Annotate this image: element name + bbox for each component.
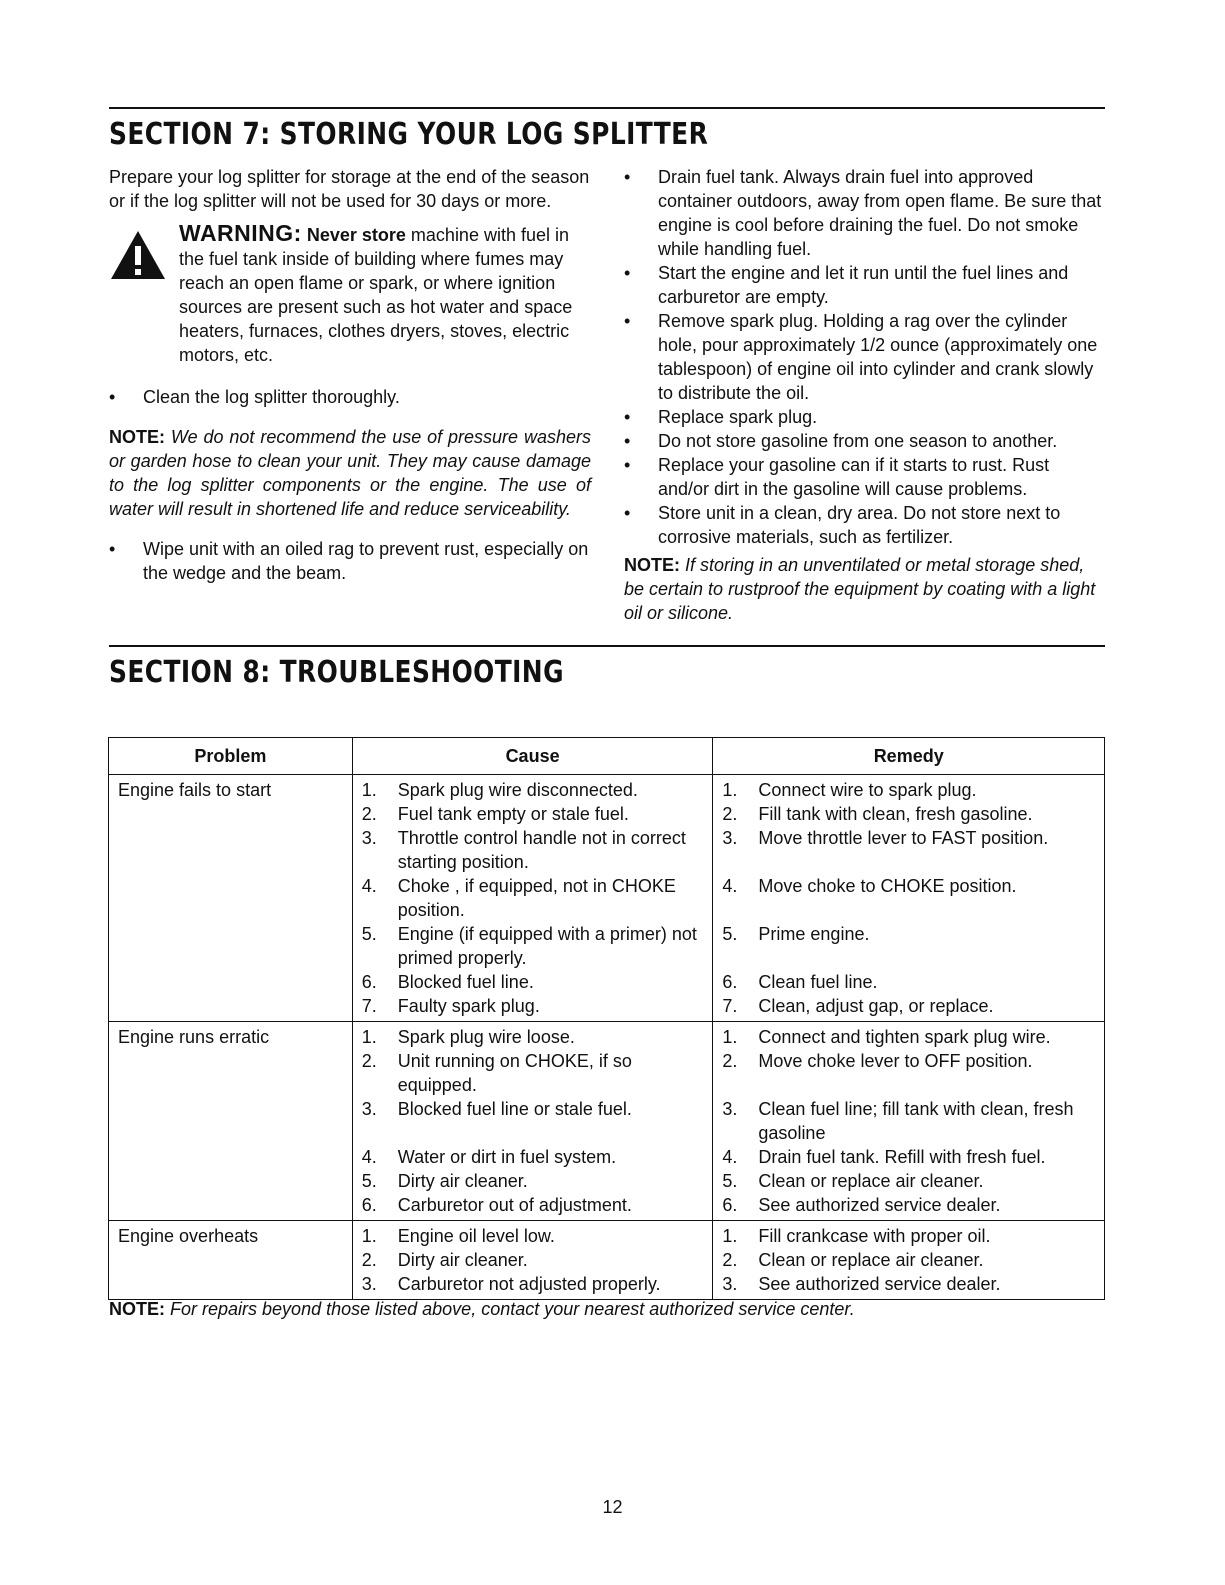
bullet-wipe: • Wipe unit with an oiled rag to prevent rust, especially on the wedge and the beam.: [109, 539, 589, 583]
remedy-item: 3. See authorized service dealer.: [722, 1274, 1001, 1294]
list-item: • Start the engine and let it run until the fuel lines and carburetor are empty.: [624, 263, 1069, 307]
remedy-item: 4. Move choke to CHOKE position.: [722, 876, 1017, 896]
cause-item: 3. Blocked fuel line or stale fuel.: [361, 1099, 632, 1119]
cause-item: 1. Spark plug wire disconnected.: [361, 780, 638, 800]
bullet-clean: • Clean the log splitter thoroughly.: [109, 387, 400, 407]
list-item: • Replace your gasoline can if it starts to rust. Rust and/or dirt in the gasoline will cause problems.: [624, 455, 1050, 499]
list-item: • Drain fuel tank. Always drain fuel into approved container outdoors, away from open flame. Be sure that engine is cool before draining the fuel. Do not smoke while handling fuel.: [624, 167, 1102, 259]
list-item: • Do not store gasoline from one season to another.: [624, 431, 1058, 451]
section-8-title: SECTION 8: TROUBLESHOOTING: [109, 655, 564, 690]
column-header-remedy: Remedy: [713, 738, 1105, 775]
cause-item: 5. Engine (if equipped with a primer) not primed properly.: [361, 924, 697, 968]
list-item: • Replace spark plug.: [624, 407, 818, 427]
cause-item: 1. Spark plug wire loose.: [361, 1027, 575, 1047]
cause-item: 6. Carburetor out of adjustment.: [361, 1195, 632, 1215]
repairs-note: NOTE: For repairs beyond those listed above, contact your nearest authorized service center.: [109, 1299, 855, 1319]
table-header-row: [109, 738, 1105, 775]
cause-item: 2. Fuel tank empty or stale fuel.: [361, 804, 629, 824]
remedy-item: 2. Move choke lever to OFF position.: [722, 1051, 1033, 1071]
top-rule: [109, 107, 1105, 109]
remedy-item: 7. Clean, adjust gap, or replace.: [722, 996, 994, 1016]
remedy-item: 5. Prime engine.: [722, 924, 870, 944]
cause-item: 3. Throttle control handle not in correct starting position.: [361, 828, 686, 872]
remedy-item: 5. Clean or replace air cleaner.: [722, 1171, 984, 1191]
remedy-cell: [713, 1221, 1105, 1300]
warning-lead: Never store: [306, 225, 406, 245]
note-pressure-washers: NOTE: We do not recommend the use of pressure washers or garden hose to clean your unit. They may cause damage to the log splitter components or the engine. The use of water will result in shortened life and reduce serviceability.: [109, 427, 591, 519]
problem-cell: Engine fails to start: [109, 775, 353, 1022]
troubleshooting-table: [108, 737, 1105, 1300]
remedy-cell: [713, 775, 1105, 1022]
remedy-item: 3. Clean fuel line; fill tank with clean, fresh gasoline: [722, 1099, 1074, 1143]
cause-item: 4. Choke , if equipped, not in CHOKE position.: [361, 876, 676, 920]
remedy-item: 1. Connect and tighten spark plug wire.: [722, 1027, 1051, 1047]
remedy-item: 4. Drain fuel tank. Refill with fresh fuel.: [722, 1147, 1046, 1167]
list-item: • Store unit in a clean, dry area. Do not store next to corrosive materials, such as fertilizer.: [624, 503, 1061, 547]
section-8-rule: [109, 645, 1105, 647]
cause-item: 2. Unit running on CHOKE, if so equipped.: [361, 1051, 632, 1095]
section-7-title: SECTION 7: STORING YOUR LOG SPLITTER: [109, 117, 709, 152]
warning-block: [109, 221, 591, 367]
warning-triangle-icon: [109, 229, 167, 281]
cause-item: 2. Dirty air cleaner.: [361, 1250, 528, 1270]
cause-cell: [352, 1221, 713, 1300]
storage-intro: Prepare your log splitter for storage at the end of the season or if the log splitter will not be used for 30 days or more.: [109, 167, 590, 211]
storage-steps-list: [624, 165, 1105, 549]
remedy-item: 1. Connect wire to spark plug.: [722, 780, 977, 800]
section-7-left-column: [109, 165, 591, 585]
problem-cell: Engine overheats: [109, 1221, 353, 1300]
cause-cell: [352, 775, 713, 1022]
remedy-cell: [713, 1022, 1105, 1221]
remedy-item: 2. Fill tank with clean, fresh gasoline.: [722, 804, 1033, 824]
cause-item: 3. Carburetor not adjusted properly.: [361, 1274, 661, 1294]
remedy-item: 6. See authorized service dealer.: [722, 1195, 1001, 1215]
cause-item: 4. Water or dirt in fuel system.: [361, 1147, 617, 1167]
warning-text: machine with fuel in the fuel tank inside of building where fumes may reach an open flame or spark, or where ignition sources are present such as hot water and space heaters, furnaces, clothes dryers, stoves, electric motors, etc.: [179, 225, 573, 365]
remedy-item: 1. Fill crankcase with proper oil.: [722, 1226, 991, 1246]
remedy-item: 3. Move throttle lever to FAST position.: [722, 828, 1049, 848]
remedy-item: 2. Clean or replace air cleaner.: [722, 1250, 984, 1270]
cause-item: 7. Faulty spark plug.: [361, 996, 540, 1016]
table-row: [109, 1022, 1105, 1221]
table-row: [109, 1221, 1105, 1300]
remedy-item: 6. Clean fuel line.: [722, 972, 878, 992]
page-number: 12: [602, 1497, 623, 1517]
section-7-right-column: [624, 165, 1105, 625]
column-header-problem: Problem: [109, 738, 353, 775]
cause-item: 1. Engine oil level low.: [361, 1226, 555, 1246]
note-storage-shed: NOTE: If storing in an unventilated or metal storage shed, be certain to rustproof the equipment by coating with a light oil or silicone.: [624, 555, 1096, 623]
cause-item: 5. Dirty air cleaner.: [361, 1171, 528, 1191]
warning-heading: WARNING:: [179, 220, 302, 246]
table-row: [109, 775, 1105, 1022]
column-header-cause: Cause: [352, 738, 713, 775]
list-item: • Remove spark plug. Holding a rag over the cylinder hole, pour approximately 1/2 ounce (approximately one tablespoon) of engine oil into cylinder and crank slowly to distribute the oil.: [624, 311, 1098, 403]
problem-cell: Engine runs erratic: [109, 1022, 353, 1221]
cause-item: 6. Blocked fuel line.: [361, 972, 534, 992]
cause-cell: [352, 1022, 713, 1221]
